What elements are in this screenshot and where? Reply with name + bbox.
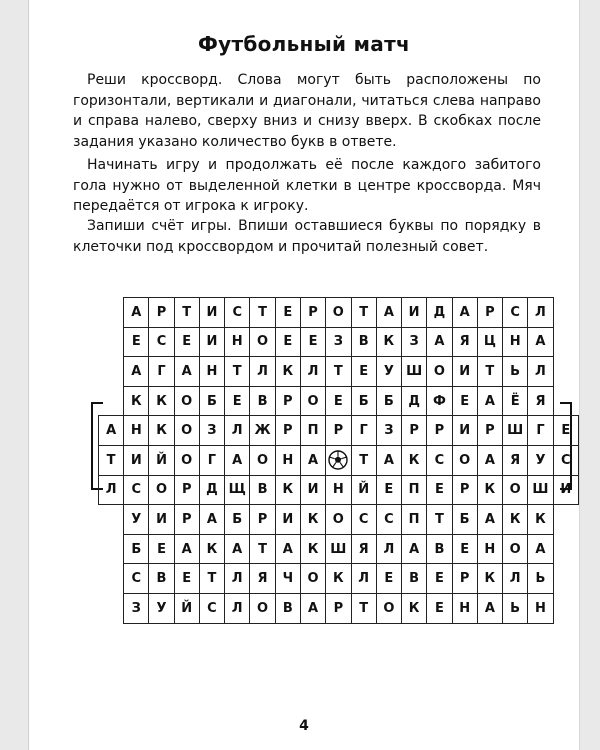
- empty-cell: [99, 564, 124, 594]
- grid-cell[interactable]: Н: [528, 593, 553, 623]
- grid-cell[interactable]: О: [174, 445, 199, 475]
- grid-cell[interactable]: Н: [225, 327, 250, 357]
- grid-cell[interactable]: У: [124, 505, 149, 535]
- grid-cell[interactable]: Д: [199, 475, 224, 505]
- grid-cell[interactable]: Е: [376, 564, 401, 594]
- grid-cell[interactable]: А: [528, 327, 553, 357]
- grid-cell[interactable]: Е: [326, 386, 351, 416]
- grid-cell[interactable]: С: [225, 298, 250, 328]
- grid-cell[interactable]: Г: [351, 416, 376, 446]
- grid-cell[interactable]: П: [401, 475, 426, 505]
- grid-cell[interactable]: Ф: [427, 386, 452, 416]
- grid-cell[interactable]: В: [351, 327, 376, 357]
- instruction-paragraph-3: Запиши счёт игры. Впиши оставшиеся буквы по порядку в клеточки под кроссвордом и прочитай полезный совет.: [73, 218, 541, 255]
- grid-cell[interactable]: К: [275, 475, 300, 505]
- grid-cell[interactable]: Б: [199, 386, 224, 416]
- grid-cell[interactable]: Е: [149, 534, 174, 564]
- grid-row: [99, 534, 579, 564]
- grid-cell[interactable]: Л: [528, 357, 553, 387]
- grid-cell[interactable]: А: [376, 445, 401, 475]
- grid-cell[interactable]: Л: [225, 416, 250, 446]
- grid-cell[interactable]: И: [149, 505, 174, 535]
- grid-cell[interactable]: Й: [174, 593, 199, 623]
- grid-cell[interactable]: Н: [275, 445, 300, 475]
- grid-row: [99, 445, 579, 475]
- grid-cell[interactable]: И: [275, 505, 300, 535]
- grid-cell[interactable]: С: [124, 475, 149, 505]
- empty-cell: [99, 357, 124, 387]
- grid-cell[interactable]: А: [477, 593, 502, 623]
- grid-cell[interactable]: О: [427, 357, 452, 387]
- grid-cell[interactable]: Ц: [477, 327, 502, 357]
- grid-cell[interactable]: П: [300, 416, 325, 446]
- empty-cell: [553, 298, 578, 328]
- grid-cell[interactable]: Т: [326, 357, 351, 387]
- grid-cell[interactable]: К: [300, 505, 325, 535]
- grid-cell[interactable]: В: [250, 386, 275, 416]
- grid-cell[interactable]: Р: [174, 475, 199, 505]
- grid-cell[interactable]: Е: [124, 327, 149, 357]
- empty-cell: [99, 534, 124, 564]
- grid-cell[interactable]: К: [502, 505, 527, 535]
- start-cell-ball[interactable]: [326, 445, 351, 475]
- grid-cell[interactable]: Е: [376, 475, 401, 505]
- grid-cell[interactable]: Р: [401, 416, 426, 446]
- grid-cell[interactable]: Е: [351, 357, 376, 387]
- grid-cell[interactable]: С: [502, 298, 527, 328]
- grid-cell[interactable]: Е: [427, 564, 452, 594]
- grid-cell[interactable]: Т: [250, 298, 275, 328]
- grid-cell[interactable]: К: [401, 593, 426, 623]
- grid-row: [99, 327, 579, 357]
- grid-cell[interactable]: А: [275, 534, 300, 564]
- grid-cell[interactable]: И: [199, 298, 224, 328]
- grid-cell[interactable]: О: [250, 445, 275, 475]
- grid-cell[interactable]: Л: [502, 564, 527, 594]
- grid-cell[interactable]: Ч: [275, 564, 300, 594]
- grid-cell[interactable]: Н: [477, 534, 502, 564]
- grid-cell[interactable]: П: [401, 505, 426, 535]
- grid-cell[interactable]: Й: [149, 445, 174, 475]
- grid-cell[interactable]: Ь: [502, 357, 527, 387]
- grid-cell[interactable]: А: [427, 327, 452, 357]
- grid-cell[interactable]: О: [250, 593, 275, 623]
- grid-cell[interactable]: Л: [225, 593, 250, 623]
- grid-cell[interactable]: К: [275, 357, 300, 387]
- grid-cell[interactable]: Р: [452, 475, 477, 505]
- grid-cell[interactable]: Е: [275, 327, 300, 357]
- grid-cell[interactable]: О: [452, 445, 477, 475]
- soccer-ball-icon: [328, 450, 348, 470]
- grid-cell[interactable]: Г: [149, 357, 174, 387]
- grid-cell[interactable]: А: [477, 386, 502, 416]
- grid-cell[interactable]: У: [149, 593, 174, 623]
- grid-cell[interactable]: И: [452, 416, 477, 446]
- empty-cell: [99, 505, 124, 535]
- grid-cell[interactable]: Р: [452, 564, 477, 594]
- grid-cell[interactable]: Т: [351, 445, 376, 475]
- empty-cell: [553, 593, 578, 623]
- grid-row: [99, 564, 579, 594]
- grid-cell[interactable]: Р: [477, 298, 502, 328]
- grid-cell[interactable]: С: [376, 505, 401, 535]
- grid-cell[interactable]: Е: [553, 416, 578, 446]
- grid-cell[interactable]: К: [300, 534, 325, 564]
- empty-cell: [553, 505, 578, 535]
- grid-cell[interactable]: Л: [528, 298, 553, 328]
- instruction-paragraph-1: Реши кроссворд. Слова могут быть расположены по горизонтали, вертикали и диагонали, читаться слева направо и справа налево, сверху вниз и снизу вверх. В скобках после задания указано количество букв в ответе.: [73, 72, 541, 150]
- grid-cell[interactable]: К: [124, 386, 149, 416]
- grid-cell[interactable]: А: [452, 298, 477, 328]
- page-number: 4: [299, 718, 309, 734]
- grid-cell[interactable]: Я: [351, 534, 376, 564]
- grid-cell[interactable]: Л: [376, 534, 401, 564]
- grid-cell[interactable]: Г: [528, 416, 553, 446]
- grid-cell[interactable]: К: [477, 475, 502, 505]
- grid-cell[interactable]: Р: [174, 505, 199, 535]
- grid-cell[interactable]: Р: [275, 386, 300, 416]
- grid-cell[interactable]: Г: [199, 445, 224, 475]
- grid-cell[interactable]: Т: [477, 357, 502, 387]
- grid-cell[interactable]: Б: [351, 386, 376, 416]
- grid-cell[interactable]: Б: [124, 534, 149, 564]
- grid-cell[interactable]: Т: [174, 298, 199, 328]
- grid-cell[interactable]: А: [300, 445, 325, 475]
- grid-cell[interactable]: С: [124, 564, 149, 594]
- grid-cell[interactable]: Е: [225, 386, 250, 416]
- grid-cell[interactable]: Ь: [528, 564, 553, 594]
- grid-cell[interactable]: Я: [528, 386, 553, 416]
- grid-cell[interactable]: Е: [427, 475, 452, 505]
- grid-cell[interactable]: О: [300, 386, 325, 416]
- grid-cell[interactable]: Т: [199, 564, 224, 594]
- grid-cell[interactable]: Т: [225, 357, 250, 387]
- grid-cell[interactable]: А: [401, 534, 426, 564]
- grid-cell[interactable]: В: [401, 564, 426, 594]
- grid-cell[interactable]: А: [477, 445, 502, 475]
- grid-cell[interactable]: Я: [250, 564, 275, 594]
- grid-cell[interactable]: О: [502, 475, 527, 505]
- workbook-page: [28, 0, 580, 750]
- grid-cell[interactable]: А: [174, 357, 199, 387]
- grid-cell[interactable]: Н: [452, 593, 477, 623]
- grid-row: [99, 386, 579, 416]
- grid-cell[interactable]: И: [199, 327, 224, 357]
- grid-cell[interactable]: О: [149, 475, 174, 505]
- grid-cell[interactable]: Л: [250, 357, 275, 387]
- grid-cell[interactable]: А: [124, 357, 149, 387]
- grid-cell[interactable]: К: [149, 416, 174, 446]
- grid-cell[interactable]: К: [326, 564, 351, 594]
- grid-cell[interactable]: Л: [300, 357, 325, 387]
- grid-cell[interactable]: С: [427, 445, 452, 475]
- grid-cell[interactable]: Е: [452, 534, 477, 564]
- grid-cell[interactable]: Д: [401, 386, 426, 416]
- grid-cell[interactable]: К: [477, 564, 502, 594]
- grid-cell[interactable]: Ш: [528, 475, 553, 505]
- grid-cell[interactable]: С: [199, 593, 224, 623]
- empty-cell: [99, 327, 124, 357]
- grid-cell[interactable]: Ё: [502, 386, 527, 416]
- grid-cell[interactable]: А: [124, 298, 149, 328]
- grid-cell[interactable]: А: [225, 445, 250, 475]
- empty-cell: [99, 593, 124, 623]
- grid-cell[interactable]: Р: [427, 416, 452, 446]
- grid-cell[interactable]: З: [376, 416, 401, 446]
- grid-cell[interactable]: Р: [326, 593, 351, 623]
- grid-row: [99, 593, 579, 623]
- empty-cell: [553, 386, 578, 416]
- grid-row: [99, 298, 579, 328]
- grid-cell[interactable]: О: [174, 416, 199, 446]
- grid-cell[interactable]: К: [149, 386, 174, 416]
- grid-cell[interactable]: В: [149, 564, 174, 594]
- grid-row: [99, 416, 579, 446]
- grid-cell[interactable]: Б: [225, 505, 250, 535]
- grid-cell[interactable]: А: [528, 534, 553, 564]
- grid-cell[interactable]: Б: [452, 505, 477, 535]
- grid-cell[interactable]: Д: [427, 298, 452, 328]
- grid-cell[interactable]: Ш: [326, 534, 351, 564]
- grid-cell[interactable]: Р: [149, 298, 174, 328]
- empty-cell: [99, 298, 124, 328]
- empty-cell: [553, 357, 578, 387]
- grid-cell[interactable]: Ж: [250, 416, 275, 446]
- grid-cell[interactable]: Я: [452, 327, 477, 357]
- grid-cell[interactable]: Р: [477, 416, 502, 446]
- grid-cell[interactable]: И: [452, 357, 477, 387]
- empty-cell: [553, 327, 578, 357]
- grid-cell[interactable]: Ь: [502, 593, 527, 623]
- grid-cell[interactable]: И: [124, 445, 149, 475]
- grid-cell[interactable]: Й: [351, 475, 376, 505]
- grid-cell[interactable]: О: [300, 564, 325, 594]
- grid-cell[interactable]: Т: [99, 445, 124, 475]
- grid-cell[interactable]: Е: [275, 298, 300, 328]
- grid-cell[interactable]: С: [149, 327, 174, 357]
- grid-cell[interactable]: З: [326, 327, 351, 357]
- page-title: Футбольный матч: [197, 32, 410, 56]
- grid-cell[interactable]: Б: [376, 386, 401, 416]
- instruction-paragraph-2: Начинать игру и продолжать её после каждого забитого гола нужно от выделенной клетки в центре кроссворда. Мяч передаётся от игрока к игроку.: [73, 157, 541, 214]
- grid-cell[interactable]: Н: [326, 475, 351, 505]
- grid-cell[interactable]: Т: [351, 298, 376, 328]
- grid-cell[interactable]: Ш: [401, 357, 426, 387]
- grid-cell[interactable]: С: [351, 505, 376, 535]
- grid-cell[interactable]: Н: [199, 357, 224, 387]
- grid-row: [99, 505, 579, 535]
- grid-cell[interactable]: Е: [174, 564, 199, 594]
- grid-row: [99, 475, 579, 505]
- grid-cell[interactable]: К: [528, 505, 553, 535]
- grid-cell[interactable]: Л: [99, 475, 124, 505]
- grid-cell[interactable]: С: [553, 445, 578, 475]
- grid-cell[interactable]: О: [326, 298, 351, 328]
- empty-cell: [553, 564, 578, 594]
- grid-cell[interactable]: Н: [124, 416, 149, 446]
- grid-cell[interactable]: З: [401, 327, 426, 357]
- grid-cell[interactable]: А: [300, 593, 325, 623]
- grid-cell[interactable]: Т: [250, 534, 275, 564]
- grid-cell[interactable]: У: [528, 445, 553, 475]
- grid-cell[interactable]: Т: [427, 505, 452, 535]
- grid-cell[interactable]: А: [225, 534, 250, 564]
- grid-cell[interactable]: О: [326, 505, 351, 535]
- grid-cell[interactable]: К: [376, 327, 401, 357]
- grid-cell[interactable]: К: [401, 445, 426, 475]
- grid-cell[interactable]: А: [99, 416, 124, 446]
- grid-cell[interactable]: Р: [275, 416, 300, 446]
- grid-cell[interactable]: И: [401, 298, 426, 328]
- grid-cell[interactable]: Р: [326, 416, 351, 446]
- grid-cell[interactable]: Ш: [502, 416, 527, 446]
- grid-cell[interactable]: Я: [502, 445, 527, 475]
- grid-cell[interactable]: Н: [502, 327, 527, 357]
- grid-cell[interactable]: И: [553, 475, 578, 505]
- empty-cell: [553, 534, 578, 564]
- word-search-grid: [98, 297, 579, 624]
- grid-cell[interactable]: А: [376, 298, 401, 328]
- grid-cell[interactable]: О: [376, 593, 401, 623]
- grid-cell[interactable]: В: [275, 593, 300, 623]
- grid-cell[interactable]: О: [174, 386, 199, 416]
- grid-cell[interactable]: З: [199, 416, 224, 446]
- grid-cell[interactable]: В: [427, 534, 452, 564]
- grid-cell[interactable]: Е: [300, 327, 325, 357]
- grid-cell[interactable]: Е: [427, 593, 452, 623]
- grid-cell[interactable]: И: [300, 475, 325, 505]
- grid-row: [99, 357, 579, 387]
- grid-cell[interactable]: У: [376, 357, 401, 387]
- grid-cell[interactable]: Р: [250, 505, 275, 535]
- grid-cell[interactable]: З: [124, 593, 149, 623]
- grid-cell[interactable]: А: [174, 534, 199, 564]
- grid-cell[interactable]: А: [477, 505, 502, 535]
- grid-cell[interactable]: Л: [225, 564, 250, 594]
- grid-cell[interactable]: Е: [174, 327, 199, 357]
- grid-cell[interactable]: Р: [300, 298, 325, 328]
- grid-cell[interactable]: Л: [351, 564, 376, 594]
- grid-cell[interactable]: Т: [351, 593, 376, 623]
- grid-cell[interactable]: В: [250, 475, 275, 505]
- empty-cell: [99, 386, 124, 416]
- grid-cell[interactable]: О: [502, 534, 527, 564]
- grid-cell[interactable]: К: [199, 534, 224, 564]
- grid-cell[interactable]: А: [199, 505, 224, 535]
- grid-cell[interactable]: Щ: [225, 475, 250, 505]
- grid-cell[interactable]: О: [250, 327, 275, 357]
- grid-cell[interactable]: Е: [452, 386, 477, 416]
